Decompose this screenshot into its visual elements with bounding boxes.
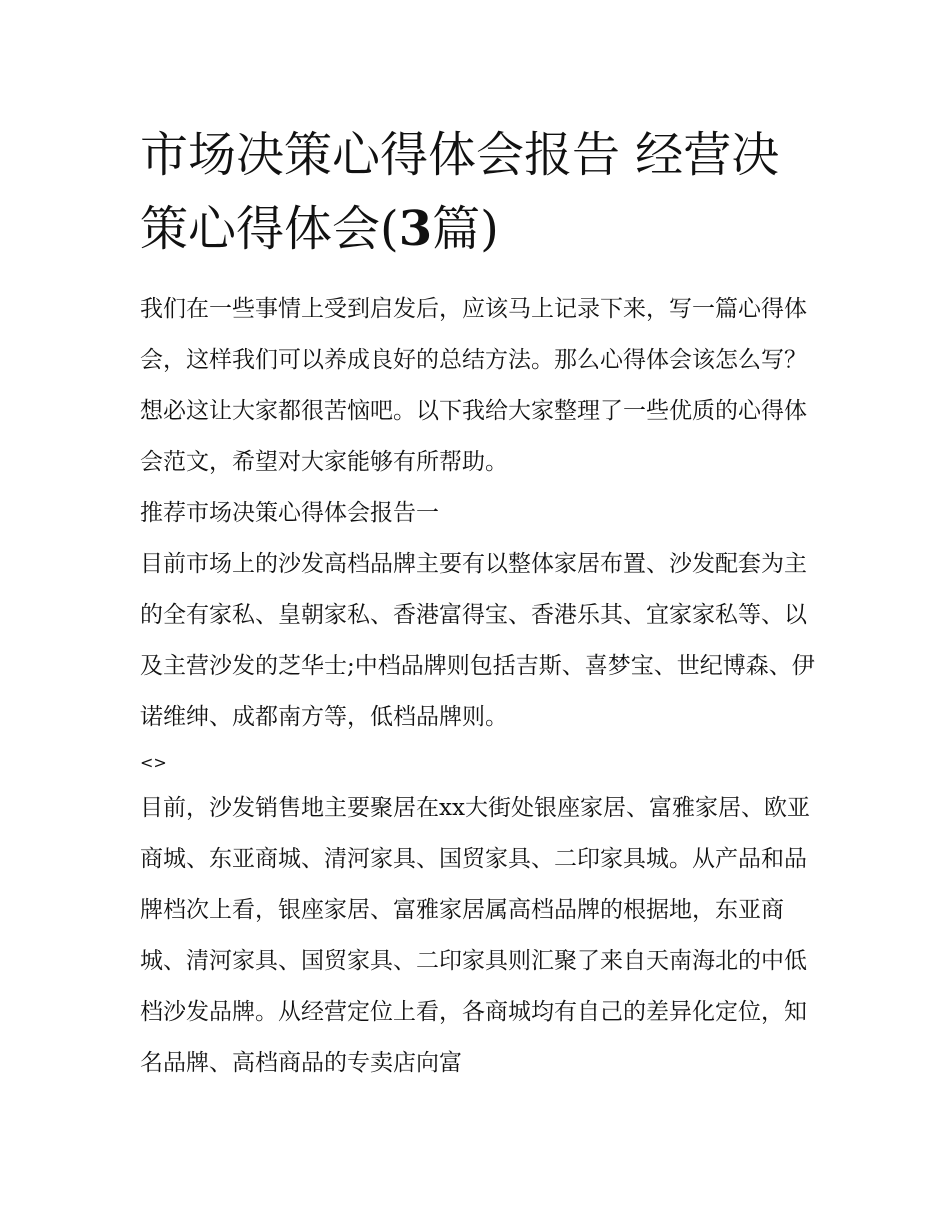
intro-paragraph: 我们在一些事情上受到启发后，应该马上记录下来，写一篇心得体会，这样我们可以养成良好的总结方法。那么心得体会该怎么写？想必这让大家都很苦恼吧。以下我给大家整理了一些优质的心得体会范文，希望对大家能够有所帮助。 xyxy=(140,296,807,475)
market-paragraph: 目前市场上的沙发高档品牌主要有以整体家居布置、沙发配套为主的全有家私、皇朝家私、香港富得宝、香港乐其、宜家家私等、以及主营沙发的芝华士;中档品牌则包括吉斯、喜梦宝、世纪博森、伊诺维绅、成都南方等，低档品牌则。 xyxy=(140,551,815,730)
document-content xyxy=(140,118,820,1089)
separator-marker: <> xyxy=(140,753,167,772)
title-number: 3 xyxy=(398,201,433,257)
sales-paragraph: 目前，沙发销售地主要聚居在xx大街处银座家居、富雅家居、欧亚商城、东亚商城、清河家具、国贸家具、二印家具城。从产品和品牌档次上看，银座家居、富雅家居属高档品牌的根据地，东亚商城、清河家具、国贸家具、二印家具则汇聚了来自天南海北的中低档沙发品牌。从经营定位上看，各商城均有自己的差异化定位，知名品牌、高档商品的专卖店向富 xyxy=(140,795,810,1076)
document-title xyxy=(140,118,820,266)
title-text-part2: 篇) xyxy=(432,201,499,257)
title-text-part1: 市场决策心得体会报告 经营决策心得体会( xyxy=(140,127,780,257)
section-subheading: 推荐市场决策心得体会报告一 xyxy=(140,500,439,526)
